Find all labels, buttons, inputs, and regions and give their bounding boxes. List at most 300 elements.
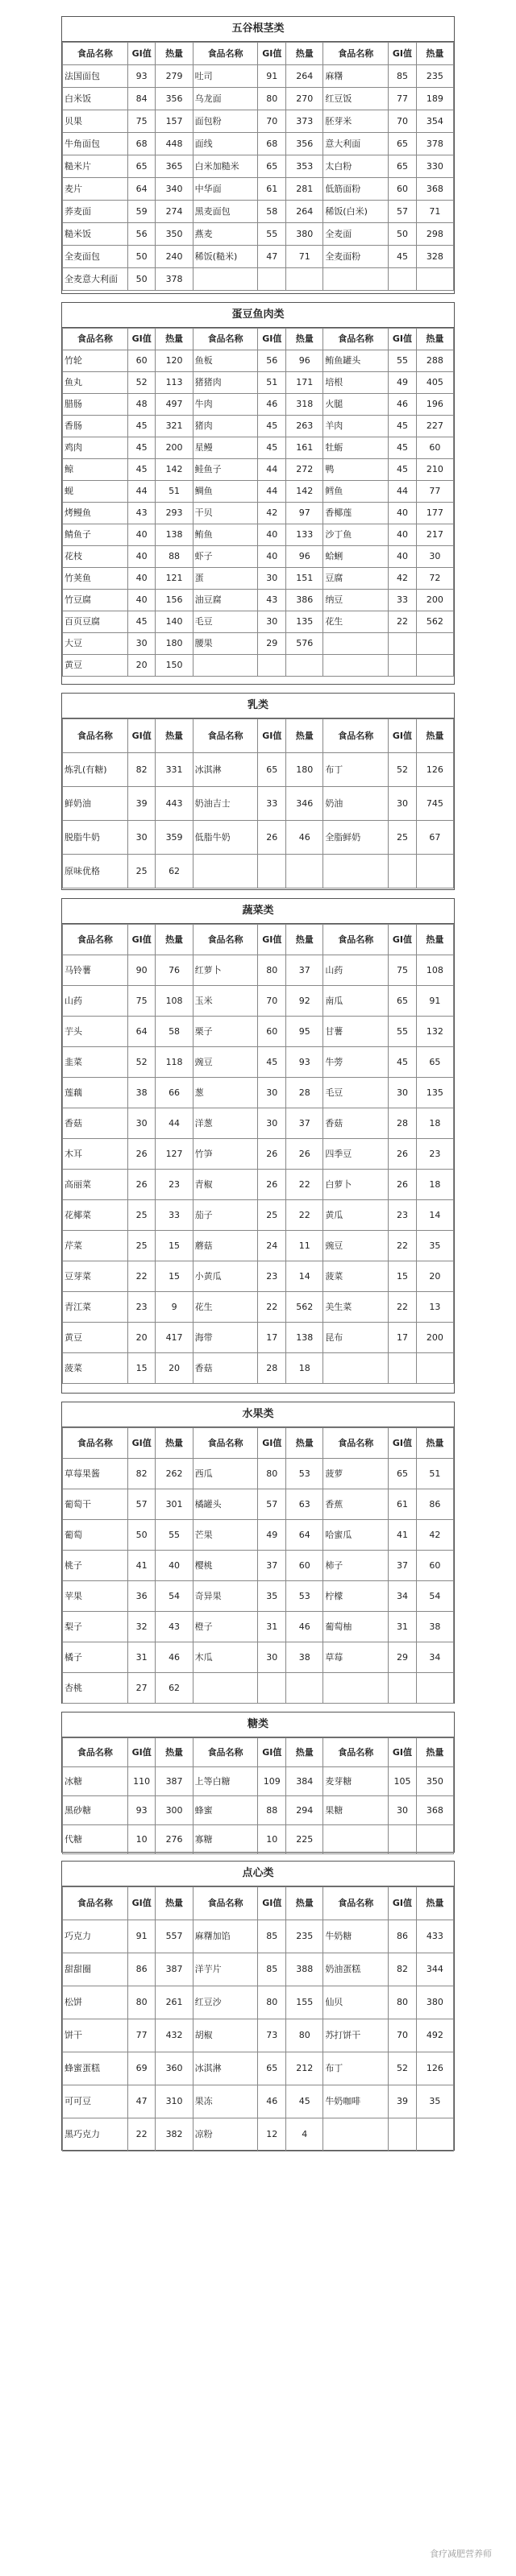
food-name-cell: 葱 <box>193 1078 258 1108</box>
gi-value-cell: 52 <box>389 2052 417 2085</box>
food-name-cell: 牛肉 <box>193 394 258 416</box>
food-name-cell: 梨子 <box>63 1612 128 1642</box>
table-row <box>63 821 454 855</box>
gi-value-cell: 46 <box>258 2085 286 2118</box>
gi-value-cell: 80 <box>389 1986 417 2019</box>
table-row <box>63 1231 454 1261</box>
calorie-cell: 66 <box>156 1078 193 1108</box>
gi-value-cell: 49 <box>389 372 417 394</box>
calorie-cell: 350 <box>156 223 193 246</box>
column-header: GI值 <box>127 1428 156 1459</box>
calorie-cell: 65 <box>416 1047 453 1078</box>
gi-value-cell: 64 <box>127 1017 156 1047</box>
calorie-cell: 30 <box>416 546 453 568</box>
calorie-cell: 138 <box>156 524 193 546</box>
food-name-cell: 奇异果 <box>193 1581 258 1612</box>
food-name-cell: 麻糬加馅 <box>193 1920 258 1953</box>
gi-value-cell: 56 <box>127 223 156 246</box>
food-name-cell: 猪猪肉 <box>193 372 258 394</box>
food-name-cell: 香菇 <box>193 1353 258 1384</box>
gi-value-cell: 58 <box>258 201 286 223</box>
gi-value-cell: 30 <box>258 1108 286 1139</box>
food-name-cell: 原味优格 <box>63 855 128 888</box>
gi-value-cell: 38 <box>127 1078 156 1108</box>
gi-value-cell: 49 <box>258 1520 286 1551</box>
gi-value-cell: 44 <box>127 481 156 503</box>
calorie-cell: 155 <box>286 1986 323 2019</box>
gi-value-cell: 60 <box>258 1017 286 1047</box>
gi-value-cell: 73 <box>258 2019 286 2052</box>
gi-value-cell: 60 <box>389 178 417 201</box>
gi-value-cell: 31 <box>389 1612 417 1642</box>
gi-value-cell: 26 <box>127 1170 156 1200</box>
gi-value-cell: 30 <box>127 1108 156 1139</box>
calorie-cell: 161 <box>286 437 323 459</box>
food-name-cell: 火腿 <box>323 394 389 416</box>
food-name-cell: 炼乳(有糖) <box>63 753 128 787</box>
food-name-cell: 寡糖 <box>193 1825 258 1854</box>
calorie-cell <box>416 1673 453 1704</box>
food-name-cell: 花生 <box>193 1292 258 1323</box>
table-row <box>63 1047 454 1078</box>
food-name-cell: 巧克力 <box>63 1920 128 1953</box>
gi-value-cell: 34 <box>389 1581 417 1612</box>
column-header: 食品名称 <box>63 719 128 753</box>
calorie-cell: 11 <box>286 1231 323 1261</box>
food-name-cell: 花枝 <box>63 546 128 568</box>
food-name-cell: 上等白糖 <box>193 1767 258 1796</box>
gi-value-cell: 43 <box>127 503 156 524</box>
table-row <box>63 372 454 394</box>
gi-value-cell: 70 <box>389 110 417 133</box>
food-name-cell <box>193 655 258 677</box>
gi-value-cell: 59 <box>127 201 156 223</box>
calorie-cell: 150 <box>156 655 193 677</box>
gi-value-cell: 40 <box>258 546 286 568</box>
calorie-cell: 135 <box>286 611 323 633</box>
calorie-cell: 350 <box>416 1767 453 1796</box>
food-name-cell: 鲷鱼 <box>193 481 258 503</box>
calorie-cell: 387 <box>156 1953 193 1986</box>
calorie-cell <box>286 1673 323 1704</box>
gi-value-cell: 26 <box>258 1139 286 1170</box>
calorie-cell: 288 <box>416 350 453 372</box>
gi-value-cell: 30 <box>389 1796 417 1825</box>
calorie-cell: 18 <box>416 1170 453 1200</box>
food-name-cell: 牛奶糖 <box>323 1920 389 1953</box>
food-name-cell: 青江菜 <box>63 1292 128 1323</box>
column-header: GI值 <box>127 1738 156 1767</box>
food-name-cell: 草莓 <box>323 1642 389 1673</box>
food-name-cell: 吐司 <box>193 65 258 88</box>
food-name-cell: 黄豆 <box>63 655 128 677</box>
food-name-cell: 稀饭(白米) <box>323 201 389 223</box>
calorie-cell: 443 <box>156 787 193 821</box>
gi-value-cell: 77 <box>389 88 417 110</box>
food-name-cell: 香蕉 <box>323 1489 389 1520</box>
food-name-cell: 仙贝 <box>323 1986 389 2019</box>
calorie-cell: 276 <box>156 1825 193 1854</box>
column-header: GI值 <box>127 329 156 350</box>
table-row <box>63 2118 454 2151</box>
food-name-cell: 南瓜 <box>323 986 389 1017</box>
gi-value-cell: 65 <box>127 155 156 178</box>
gi-value-cell: 37 <box>389 1551 417 1581</box>
table-row <box>63 955 454 986</box>
gi-value-cell: 47 <box>127 2085 156 2118</box>
column-header: GI值 <box>258 43 286 65</box>
column-header: 食品名称 <box>63 1738 128 1767</box>
calorie-cell: 264 <box>286 201 323 223</box>
calorie-cell: 54 <box>416 1581 453 1612</box>
gi-value-cell: 45 <box>389 246 417 268</box>
column-header: 食品名称 <box>323 1738 389 1767</box>
food-name-cell: 鲔鱼 <box>193 524 258 546</box>
calorie-cell: 96 <box>286 350 323 372</box>
food-name-cell: 冰淇淋 <box>193 2052 258 2085</box>
gi-value-cell: 70 <box>258 110 286 133</box>
food-name-cell: 太白粉 <box>323 155 389 178</box>
gi-value-cell: 40 <box>389 524 417 546</box>
calorie-cell: 157 <box>156 110 193 133</box>
food-name-cell: 可可豆 <box>63 2085 128 2118</box>
food-name-cell: 大豆 <box>63 633 128 655</box>
table-row <box>63 1825 454 1854</box>
food-name-cell: 山药 <box>63 986 128 1017</box>
gi-value-cell: 93 <box>127 65 156 88</box>
column-header: 食品名称 <box>63 43 128 65</box>
gi-value-cell: 39 <box>127 787 156 821</box>
column-header: 热量 <box>416 1738 453 1767</box>
food-name-cell: 面线 <box>193 133 258 155</box>
food-name-cell: 青椒 <box>193 1170 258 1200</box>
gi-value-cell: 47 <box>258 246 286 268</box>
food-name-cell: 中华面 <box>193 178 258 201</box>
food-name-cell: 甘薯 <box>323 1017 389 1047</box>
calorie-cell: 240 <box>156 246 193 268</box>
column-header: 食品名称 <box>323 43 389 65</box>
food-name-cell: 全脂鲜奶 <box>323 821 389 855</box>
gi-value-cell: 65 <box>389 155 417 178</box>
food-name-cell: 芒果 <box>193 1520 258 1551</box>
calorie-cell: 55 <box>156 1520 193 1551</box>
gi-value-cell: 60 <box>127 350 156 372</box>
gi-value-cell: 12 <box>258 2118 286 2151</box>
gi-value-cell: 45 <box>127 611 156 633</box>
table-row <box>63 546 454 568</box>
food-table <box>62 42 454 291</box>
gi-value-cell: 40 <box>127 590 156 611</box>
food-section-5 <box>61 1712 455 1853</box>
food-name-cell: 蚬 <box>63 481 128 503</box>
food-name-cell: 红豆沙 <box>193 1986 258 2019</box>
food-name-cell: 饼干 <box>63 2019 128 2052</box>
calorie-cell: 368 <box>416 178 453 201</box>
gi-value-cell: 39 <box>389 2085 417 2118</box>
gi-value-cell: 86 <box>127 1953 156 1986</box>
table-row <box>63 246 454 268</box>
calorie-cell: 35 <box>416 1231 453 1261</box>
food-name-cell: 燕麦 <box>193 223 258 246</box>
gi-value-cell: 22 <box>127 2118 156 2151</box>
column-header: 热量 <box>156 925 193 955</box>
calorie-cell: 92 <box>286 986 323 1017</box>
table-row <box>63 1673 454 1704</box>
gi-value-cell: 40 <box>258 524 286 546</box>
calorie-cell: 113 <box>156 372 193 394</box>
calorie-cell: 380 <box>416 1986 453 2019</box>
food-name-cell: 鲔鱼罐头 <box>323 350 389 372</box>
gi-value-cell: 26 <box>258 821 286 855</box>
table-row <box>63 1261 454 1292</box>
column-header: 热量 <box>286 1887 323 1920</box>
gi-value-cell: 85 <box>389 65 417 88</box>
gi-value-cell: 82 <box>389 1953 417 1986</box>
food-name-cell <box>323 268 389 291</box>
gi-value-cell: 23 <box>127 1292 156 1323</box>
table-row <box>63 855 454 888</box>
calorie-cell: 387 <box>156 1767 193 1796</box>
calorie-cell: 22 <box>286 1200 323 1231</box>
calorie-cell: 212 <box>286 2052 323 2085</box>
food-name-cell: 乌龙面 <box>193 88 258 110</box>
calorie-cell: 108 <box>416 955 453 986</box>
gi-value-cell: 90 <box>127 955 156 986</box>
food-name-cell: 红豆饭 <box>323 88 389 110</box>
calorie-cell: 42 <box>416 1520 453 1551</box>
column-header: GI值 <box>389 43 417 65</box>
food-section-1 <box>61 302 455 685</box>
gi-value-cell: 56 <box>258 350 286 372</box>
gi-value-cell: 55 <box>258 223 286 246</box>
table-row <box>63 524 454 546</box>
calorie-cell: 417 <box>156 1323 193 1353</box>
gi-value-cell: 22 <box>389 1292 417 1323</box>
calorie-cell: 378 <box>416 133 453 155</box>
calorie-cell: 108 <box>156 986 193 1017</box>
gi-value-cell: 65 <box>258 753 286 787</box>
gi-value-cell: 15 <box>389 1261 417 1292</box>
food-name-cell: 果冻 <box>193 2085 258 2118</box>
calorie-cell: 142 <box>156 459 193 481</box>
calorie-cell: 118 <box>156 1047 193 1078</box>
table-row <box>63 350 454 372</box>
calorie-cell: 388 <box>286 1953 323 1986</box>
calorie-cell: 60 <box>416 1551 453 1581</box>
food-name-cell: 全麦面包 <box>63 246 128 268</box>
calorie-cell: 576 <box>286 633 323 655</box>
table-row <box>63 416 454 437</box>
section-title: 糖类 <box>62 1713 454 1737</box>
calorie-cell: 235 <box>286 1920 323 1953</box>
table-row <box>63 1520 454 1551</box>
calorie-cell: 62 <box>156 1673 193 1704</box>
table-row <box>63 1323 454 1353</box>
calorie-cell: 274 <box>156 201 193 223</box>
column-header: GI值 <box>389 1887 417 1920</box>
food-name-cell: 莲藕 <box>63 1078 128 1108</box>
gi-value-cell: 25 <box>127 1231 156 1261</box>
gi-value-cell: 80 <box>258 955 286 986</box>
gi-value-cell: 45 <box>127 459 156 481</box>
column-header: 热量 <box>286 1738 323 1767</box>
food-name-cell: 四季豆 <box>323 1139 389 1170</box>
calorie-cell: 330 <box>416 155 453 178</box>
calorie-cell: 745 <box>416 787 453 821</box>
food-name-cell: 蜂蜜蛋糕 <box>63 2052 128 2085</box>
food-section-3 <box>61 898 455 1394</box>
table-row <box>63 590 454 611</box>
gi-value-cell <box>258 855 286 888</box>
food-name-cell: 果糖 <box>323 1796 389 1825</box>
food-name-cell: 荞麦面 <box>63 201 128 223</box>
gi-value-cell: 37 <box>258 1551 286 1581</box>
gi-value-cell: 31 <box>258 1612 286 1642</box>
calorie-cell: 360 <box>156 2052 193 2085</box>
calorie-cell <box>286 655 323 677</box>
gi-value-cell: 22 <box>389 611 417 633</box>
table-row <box>63 1017 454 1047</box>
gi-value-cell: 26 <box>127 1139 156 1170</box>
food-name-cell: 玉米 <box>193 986 258 1017</box>
table-row <box>63 655 454 677</box>
gi-value-cell: 50 <box>127 1520 156 1551</box>
calorie-cell: 217 <box>416 524 453 546</box>
food-name-cell: 胚芽米 <box>323 110 389 133</box>
column-header: GI值 <box>258 925 286 955</box>
gi-value-cell: 22 <box>127 1261 156 1292</box>
table-row <box>63 394 454 416</box>
column-header: 食品名称 <box>63 1887 128 1920</box>
food-table <box>62 328 454 677</box>
gi-value-cell: 65 <box>389 133 417 155</box>
column-header: 热量 <box>156 1738 193 1767</box>
watermark-text: 食疗减肥营养师 <box>430 2549 492 2559</box>
food-name-cell: 海带 <box>193 1323 258 1353</box>
calorie-cell: 235 <box>416 65 453 88</box>
food-name-cell: 葡萄柚 <box>323 1612 389 1642</box>
food-name-cell: 草莓果酱 <box>63 1459 128 1489</box>
calorie-cell: 562 <box>416 611 453 633</box>
column-header: GI值 <box>389 1738 417 1767</box>
calorie-cell: 95 <box>286 1017 323 1047</box>
calorie-cell: 318 <box>286 394 323 416</box>
food-name-cell: 苹果 <box>63 1581 128 1612</box>
table-row <box>63 1170 454 1200</box>
gi-value-cell: 50 <box>127 246 156 268</box>
calorie-cell: 180 <box>286 753 323 787</box>
gi-value-cell: 80 <box>258 1986 286 2019</box>
calorie-cell: 300 <box>156 1796 193 1825</box>
gi-value-cell: 68 <box>127 133 156 155</box>
gi-value-cell: 30 <box>258 568 286 590</box>
gi-value-cell <box>258 1673 286 1704</box>
column-header: GI值 <box>127 1887 156 1920</box>
gi-value-cell: 65 <box>389 1459 417 1489</box>
food-name-cell: 黑巧克力 <box>63 2118 128 2151</box>
calorie-cell: 281 <box>286 178 323 201</box>
food-name-cell: 麦片 <box>63 178 128 201</box>
calorie-cell: 432 <box>156 2019 193 2052</box>
gi-value-cell: 23 <box>258 1261 286 1292</box>
gi-value-cell: 29 <box>258 633 286 655</box>
calorie-cell: 270 <box>286 88 323 110</box>
calorie-cell: 293 <box>156 503 193 524</box>
gi-value-cell: 35 <box>258 1581 286 1612</box>
food-name-cell: 美生菜 <box>323 1292 389 1323</box>
table-row <box>63 1953 454 1986</box>
gi-value-cell: 24 <box>258 1231 286 1261</box>
calorie-cell: 373 <box>286 110 323 133</box>
calorie-cell: 28 <box>286 1078 323 1108</box>
gi-value-cell: 91 <box>127 1920 156 1953</box>
food-name-cell: 芋头 <box>63 1017 128 1047</box>
food-name-cell: 菠萝 <box>323 1459 389 1489</box>
section-title: 水果类 <box>62 1402 454 1427</box>
food-name-cell: 洋芋片 <box>193 1953 258 1986</box>
calorie-cell: 261 <box>156 1986 193 2019</box>
food-name-cell: 香菇 <box>63 1108 128 1139</box>
calorie-cell: 263 <box>286 416 323 437</box>
table-row <box>63 1612 454 1642</box>
gi-value-cell: 45 <box>127 437 156 459</box>
calorie-cell: 46 <box>286 821 323 855</box>
food-name-cell: 麦芽糖 <box>323 1767 389 1796</box>
gi-value-cell: 85 <box>258 1920 286 1953</box>
food-name-cell: 柠檬 <box>323 1581 389 1612</box>
column-header: 食品名称 <box>63 925 128 955</box>
column-header: 热量 <box>416 1887 453 1920</box>
calorie-cell: 126 <box>416 753 453 787</box>
calorie-cell: 354 <box>416 110 453 133</box>
calorie-cell: 365 <box>156 155 193 178</box>
food-name-cell: 竹轮 <box>63 350 128 372</box>
calorie-cell: 64 <box>286 1520 323 1551</box>
calorie-cell: 353 <box>286 155 323 178</box>
gi-value-cell: 28 <box>258 1353 286 1384</box>
table-row <box>63 2052 454 2085</box>
food-name-cell: 竹笋 <box>193 1139 258 1170</box>
calorie-cell: 177 <box>416 503 453 524</box>
calorie-cell: 262 <box>156 1459 193 1489</box>
section-title: 蛋豆鱼肉类 <box>62 303 454 328</box>
column-header: GI值 <box>258 1738 286 1767</box>
gi-value-cell: 10 <box>258 1825 286 1854</box>
gi-value-cell: 40 <box>127 524 156 546</box>
gi-value-cell: 45 <box>127 416 156 437</box>
gi-value-cell: 48 <box>127 394 156 416</box>
table-header-row <box>63 1738 454 1767</box>
column-header: 食品名称 <box>193 329 258 350</box>
food-name-cell: 豆芽菜 <box>63 1261 128 1292</box>
food-name-cell: 芹菜 <box>63 1231 128 1261</box>
table-row <box>63 1459 454 1489</box>
food-name-cell: 黄瓜 <box>323 1200 389 1231</box>
calorie-cell: 44 <box>156 1108 193 1139</box>
food-table <box>62 1886 454 2151</box>
gi-value-cell: 42 <box>258 503 286 524</box>
gi-value-cell: 57 <box>258 1489 286 1520</box>
food-name-cell: 毛豆 <box>323 1078 389 1108</box>
food-name-cell: 牛蒡 <box>323 1047 389 1078</box>
table-row <box>63 201 454 223</box>
food-name-cell <box>323 1353 389 1384</box>
food-name-cell: 花生 <box>323 611 389 633</box>
food-section-0 <box>61 16 455 294</box>
calorie-cell: 138 <box>286 1323 323 1353</box>
table-header-row <box>63 1428 454 1459</box>
table-row <box>63 633 454 655</box>
